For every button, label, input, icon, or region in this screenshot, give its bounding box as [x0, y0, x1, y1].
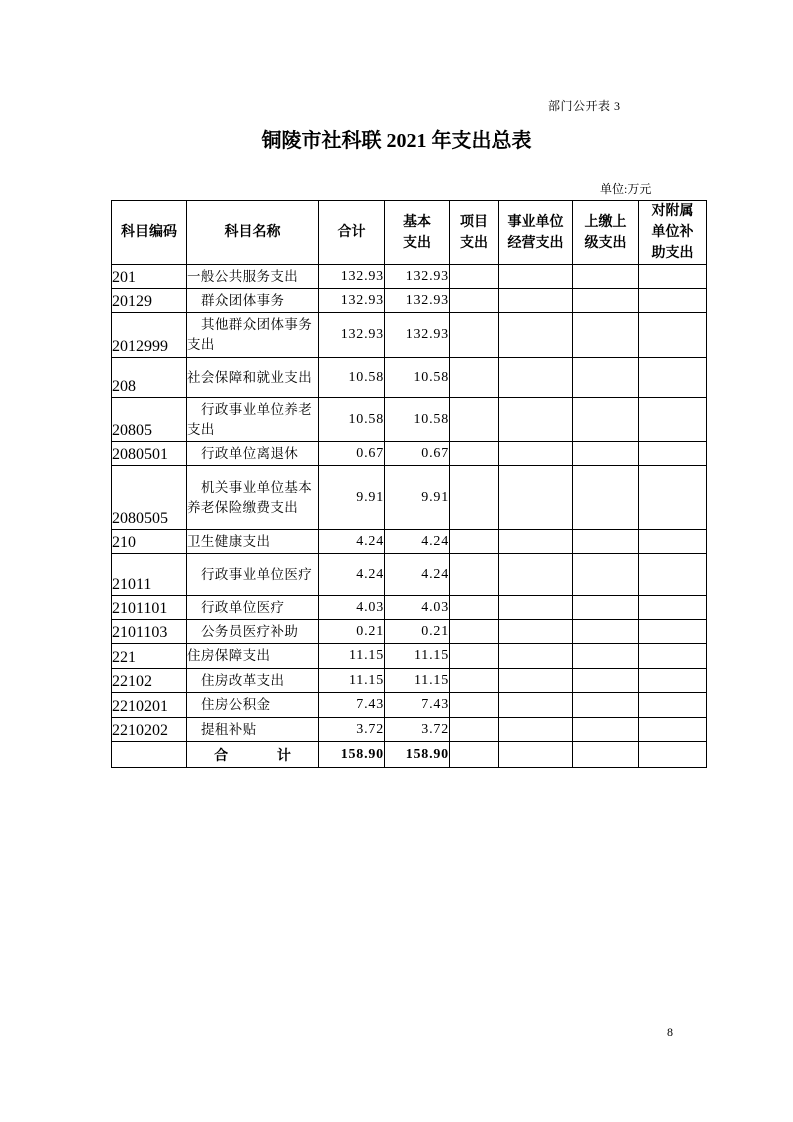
total-subsidiary-subsidy-cell [639, 742, 707, 768]
basic-cell: 10.58 [385, 398, 450, 442]
name-cell: 公务员医疗补助 [187, 620, 319, 644]
project-cell [450, 554, 499, 596]
total-total-cell: 158.90 [319, 742, 385, 768]
business-operation-cell [499, 693, 573, 718]
code-cell: 201 [112, 265, 187, 289]
upper-remit-cell [573, 265, 639, 289]
project-cell [450, 596, 499, 620]
total-code-cell [112, 742, 187, 768]
subsidiary-subsidy-cell [639, 313, 707, 358]
code-cell: 2080501 [112, 442, 187, 466]
code-cell: 20805 [112, 398, 187, 442]
code-cell: 2210201 [112, 693, 187, 718]
project-cell [450, 530, 499, 554]
code-cell: 210 [112, 530, 187, 554]
total-cell: 0.67 [319, 442, 385, 466]
name-cell: 一般公共服务支出 [187, 265, 319, 289]
subsidiary-subsidy-cell [639, 718, 707, 742]
business-operation-cell [499, 265, 573, 289]
basic-cell: 0.21 [385, 620, 450, 644]
total-upper-remit-cell [573, 742, 639, 768]
total-cell: 4.24 [319, 554, 385, 596]
column-header-code: 科目编码 [112, 201, 187, 265]
subsidiary-subsidy-cell [639, 442, 707, 466]
subsidiary-subsidy-cell [639, 530, 707, 554]
name-cell: 行政单位离退休 [187, 442, 319, 466]
business-operation-cell [499, 358, 573, 398]
business-operation-cell [499, 554, 573, 596]
business-operation-cell [499, 669, 573, 693]
table-row [112, 620, 707, 644]
project-cell [450, 289, 499, 313]
total-cell: 9.91 [319, 466, 385, 530]
total-cell: 132.93 [319, 313, 385, 358]
table-row [112, 554, 707, 596]
basic-cell: 132.93 [385, 265, 450, 289]
column-header-total: 合计 [319, 201, 385, 265]
name-cell: 住房公积金 [187, 693, 319, 718]
total-label-cell: 合 计 [187, 742, 319, 768]
upper-remit-cell [573, 644, 639, 669]
subsidiary-subsidy-cell [639, 693, 707, 718]
upper-remit-cell [573, 693, 639, 718]
table-row [112, 313, 707, 358]
basic-cell: 4.24 [385, 530, 450, 554]
code-cell: 2080505 [112, 466, 187, 530]
table-row [112, 530, 707, 554]
basic-cell: 132.93 [385, 313, 450, 358]
basic-cell: 11.15 [385, 669, 450, 693]
name-cell: 行政事业单位医疗 [187, 554, 319, 596]
project-cell [450, 644, 499, 669]
project-cell [450, 313, 499, 358]
name-cell: 住房改革支出 [187, 669, 319, 693]
name-cell: 行政单位医疗 [187, 596, 319, 620]
total-basic-cell: 158.90 [385, 742, 450, 768]
page-number: 8 [667, 1025, 673, 1039]
basic-cell: 132.93 [385, 289, 450, 313]
project-cell [450, 466, 499, 530]
table-header-row [112, 201, 707, 265]
project-cell [450, 718, 499, 742]
upper-remit-cell [573, 442, 639, 466]
basic-cell: 9.91 [385, 466, 450, 530]
business-operation-cell [499, 718, 573, 742]
basic-cell: 7.43 [385, 693, 450, 718]
subsidiary-subsidy-cell [639, 265, 707, 289]
code-cell: 2012999 [112, 313, 187, 358]
business-operation-cell [499, 313, 573, 358]
subsidiary-subsidy-cell [639, 644, 707, 669]
page-title: 铜陵市社科联 2021 年支出总表 [261, 130, 532, 152]
business-operation-cell [499, 398, 573, 442]
total-cell: 10.58 [319, 398, 385, 442]
column-header-basic: 基本 支出 [385, 201, 450, 265]
column-header-subsidiary-subsidy: 对附属 单位补 助支出 [639, 201, 707, 265]
total-cell: 11.15 [319, 644, 385, 669]
table-row [112, 693, 707, 718]
subsidiary-subsidy-cell [639, 620, 707, 644]
total-cell: 10.58 [319, 358, 385, 398]
project-cell [450, 620, 499, 644]
name-cell: 群众团体事务 [187, 289, 319, 313]
upper-remit-cell [573, 289, 639, 313]
basic-cell: 11.15 [385, 644, 450, 669]
project-cell [450, 669, 499, 693]
code-cell: 2210202 [112, 718, 187, 742]
subsidiary-subsidy-cell [639, 596, 707, 620]
code-cell: 2101101 [112, 596, 187, 620]
table-row [112, 669, 707, 693]
upper-remit-cell [573, 620, 639, 644]
basic-cell: 0.67 [385, 442, 450, 466]
total-cell: 3.72 [319, 718, 385, 742]
column-header-project: 项目 支出 [450, 201, 499, 265]
total-cell: 7.43 [319, 693, 385, 718]
table-row [112, 265, 707, 289]
name-cell: 机关事业单位基本养老保险缴费支出 [187, 466, 319, 530]
table-row [112, 442, 707, 466]
subsidiary-subsidy-cell [639, 398, 707, 442]
name-cell: 行政事业单位养老支出 [187, 398, 319, 442]
subsidiary-subsidy-cell [639, 466, 707, 530]
upper-remit-cell [573, 669, 639, 693]
basic-cell: 4.24 [385, 554, 450, 596]
total-row [112, 742, 707, 768]
project-cell [450, 398, 499, 442]
total-cell: 4.03 [319, 596, 385, 620]
total-project-cell [450, 742, 499, 768]
business-operation-cell [499, 620, 573, 644]
upper-remit-cell [573, 530, 639, 554]
business-operation-cell [499, 442, 573, 466]
basic-cell: 3.72 [385, 718, 450, 742]
table-row [112, 718, 707, 742]
column-header-name: 科目名称 [187, 201, 319, 265]
code-cell: 22102 [112, 669, 187, 693]
business-operation-cell [499, 596, 573, 620]
name-cell: 社会保障和就业支出 [187, 358, 319, 398]
upper-remit-cell [573, 313, 639, 358]
column-header-business-operation: 事业单位 经营支出 [499, 201, 573, 265]
code-cell: 21011 [112, 554, 187, 596]
total-cell: 132.93 [319, 265, 385, 289]
total-business-operation-cell [499, 742, 573, 768]
name-cell: 卫生健康支出 [187, 530, 319, 554]
business-operation-cell [499, 289, 573, 313]
upper-remit-cell [573, 358, 639, 398]
basic-cell: 4.03 [385, 596, 450, 620]
column-header-upper-remit: 上缴上 级支出 [573, 201, 639, 265]
table-row [112, 644, 707, 669]
upper-remit-cell [573, 596, 639, 620]
table-row [112, 289, 707, 313]
unit-label: 单位:万元 [600, 182, 652, 196]
business-operation-cell [499, 644, 573, 669]
subsidiary-subsidy-cell [639, 289, 707, 313]
project-cell [450, 442, 499, 466]
subsidiary-subsidy-cell [639, 669, 707, 693]
expense-summary-table [111, 200, 707, 768]
table-row [112, 466, 707, 530]
name-cell: 住房保障支出 [187, 644, 319, 669]
total-cell: 0.21 [319, 620, 385, 644]
upper-remit-cell [573, 398, 639, 442]
subsidiary-subsidy-cell [639, 554, 707, 596]
code-cell: 221 [112, 644, 187, 669]
code-cell: 2101103 [112, 620, 187, 644]
upper-remit-cell [573, 554, 639, 596]
subsidiary-subsidy-cell [639, 358, 707, 398]
name-cell: 其他群众团体事务支出 [187, 313, 319, 358]
name-cell: 提租补贴 [187, 718, 319, 742]
table-number-note: 部门公开表 3 [548, 99, 621, 113]
business-operation-cell [499, 466, 573, 530]
table-row [112, 596, 707, 620]
upper-remit-cell [573, 466, 639, 530]
business-operation-cell [499, 530, 573, 554]
project-cell [450, 693, 499, 718]
basic-cell: 10.58 [385, 358, 450, 398]
total-cell: 11.15 [319, 669, 385, 693]
total-cell: 4.24 [319, 530, 385, 554]
upper-remit-cell [573, 718, 639, 742]
code-cell: 20129 [112, 289, 187, 313]
table-row [112, 358, 707, 398]
project-cell [450, 358, 499, 398]
table-row [112, 398, 707, 442]
code-cell: 208 [112, 358, 187, 398]
project-cell [450, 265, 499, 289]
total-cell: 132.93 [319, 289, 385, 313]
